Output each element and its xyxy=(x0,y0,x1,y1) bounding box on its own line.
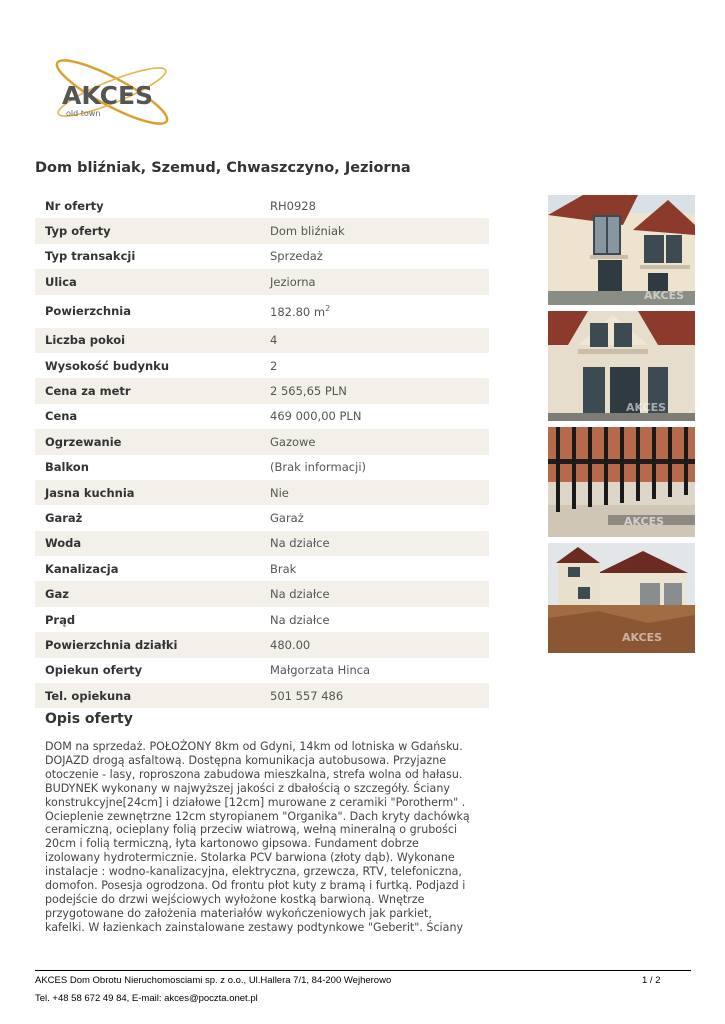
property-value-text: Brak xyxy=(270,561,297,576)
listing-title: Dom bliźniak, Szemud, Chwaszczyno, Jeziorna xyxy=(35,160,411,176)
property-photo-3[interactable] xyxy=(548,427,695,537)
property-value xyxy=(260,244,489,269)
property-value-text: Na działce xyxy=(270,612,330,627)
property-value-text: Na działce xyxy=(270,587,330,602)
property-label: Opiekun oferty xyxy=(35,658,260,683)
property-row xyxy=(35,556,489,581)
property-photo-2[interactable] xyxy=(548,311,695,421)
property-value xyxy=(260,632,489,657)
property-value xyxy=(260,193,489,218)
property-label: Cena xyxy=(35,404,260,429)
property-row xyxy=(35,505,489,530)
property-row xyxy=(35,244,489,269)
property-value-text: (Brak informacji) xyxy=(270,460,367,475)
property-value xyxy=(260,607,489,632)
photo-watermark: AKCES xyxy=(622,631,663,644)
property-value xyxy=(260,429,489,454)
property-row xyxy=(35,455,489,480)
property-value-text: Sprzedaż xyxy=(270,249,323,264)
property-value-text: Małgorzata Hinca xyxy=(270,663,371,678)
property-row xyxy=(35,531,489,556)
footer-contact: Tel. +48 58 672 49 84, E-mail: akces@poczta.onet.pl xyxy=(35,993,258,1004)
property-row xyxy=(35,429,489,454)
property-value-text: Dom bliźniak xyxy=(270,224,345,239)
property-value-text: 469 000,00 PLN xyxy=(270,409,362,424)
property-row xyxy=(35,607,489,632)
property-value xyxy=(260,455,489,480)
property-value-text: 2 xyxy=(270,358,278,373)
property-row xyxy=(35,480,489,505)
property-row xyxy=(35,378,489,403)
property-value xyxy=(260,683,489,708)
property-row xyxy=(35,353,489,378)
property-row xyxy=(35,295,489,328)
property-value-text: Nie xyxy=(270,485,289,500)
photo-watermark: AKCES xyxy=(644,289,685,302)
property-value xyxy=(260,556,489,581)
page-number: 1 / 2 xyxy=(642,975,661,986)
description-title: Opis oferty xyxy=(45,711,133,727)
property-row xyxy=(35,193,489,218)
property-row xyxy=(35,404,489,429)
property-row xyxy=(35,269,489,294)
company-logo xyxy=(44,58,184,128)
property-table xyxy=(35,193,489,708)
property-label: Woda xyxy=(35,531,260,556)
property-value-text: 4 xyxy=(270,333,278,348)
photo-watermark: AKCES xyxy=(624,515,665,528)
property-value-text: Garaż xyxy=(270,510,304,525)
property-label: Liczba pokoi xyxy=(35,328,260,353)
property-row xyxy=(35,328,489,353)
property-label: Kanalizacja xyxy=(35,556,260,581)
property-value-text: 480.00 xyxy=(270,637,311,652)
property-label: Prąd xyxy=(35,607,260,632)
property-value xyxy=(260,295,489,328)
property-row xyxy=(35,581,489,606)
photo-watermark: AKCES xyxy=(626,401,667,414)
property-row xyxy=(35,632,489,657)
property-value xyxy=(260,658,489,683)
property-value xyxy=(260,328,489,353)
property-row xyxy=(35,658,489,683)
property-value xyxy=(260,505,489,530)
property-value-text: 501 557 486 xyxy=(270,688,344,703)
description-text: DOM na sprzedaż. POŁOŻONY 8km od Gdyni, 14km od lotniska w Gdańsku. DOJAZD drogą asfaltową. Dostępna komunikacja autobusowa. Przyjazne otoczenie - lasy, roproszona zabudowa mieszkalna, strefa wolna od hałasu. BUDYNEK wykonany w najwyższej jakości z dbałością o szczegóły. Ściany konstrukcyjne[24cm] i działowe [12cm] murowane z ceramiki "Porotherm" . Ocieplenie zewnętrzne 12cm styropianem "Organika". Dach kryty dachówką ceramiczną, ocieplany folią przeciw wiatrową, wełną mineralną o grubości 20cm i folią termiczną, łyta kartonowo gipsowa. Fundament dobrze izolowany hydrotermicznie. Stolarka PCV barwiona (złoty dąb). Wykonane instalacje : wodno-kanalizacyjna, elektryczna, grzewcza, RTV, telefoniczna, domofon. Posesja ogrodzona. Od frontu płot kuty z bramą i furtką. Podjazd i podejście do drzwi wejściowych wyłożone kostką barwioną. Wnętrze przygotowane do założenia materiałów wykończeniowych jak parkiet, kafelki. W łazienkach zainstalowane zestawy podtynkowe "Geberit". Ściany xyxy=(45,740,470,934)
property-photo-1[interactable] xyxy=(548,195,695,305)
property-value-text: Gazowe xyxy=(270,434,316,449)
property-label: Cena za metr xyxy=(35,378,260,403)
property-value xyxy=(260,480,489,505)
property-label: Nr oferty xyxy=(35,193,260,218)
property-label: Powierzchnia xyxy=(35,295,260,328)
property-label: Gaz xyxy=(35,581,260,606)
property-value xyxy=(260,353,489,378)
property-value xyxy=(260,531,489,556)
property-value-text: 182.80 m xyxy=(270,304,326,319)
unit-superscript: 2 xyxy=(325,303,331,313)
property-label: Powierzchnia działki xyxy=(35,632,260,657)
property-label: Balkon xyxy=(35,455,260,480)
logo-brand: AKCES xyxy=(62,81,154,110)
property-label: Typ transakcji xyxy=(35,244,260,269)
property-label: Jasna kuchnia xyxy=(35,480,260,505)
property-label: Ulica xyxy=(35,269,260,294)
property-row xyxy=(35,683,489,708)
property-row xyxy=(35,218,489,243)
property-value-text: 2 565,65 PLN xyxy=(270,384,347,399)
property-label: Typ oferty xyxy=(35,218,260,243)
property-value xyxy=(260,218,489,243)
property-value xyxy=(260,404,489,429)
property-photo-4[interactable] xyxy=(548,543,695,653)
property-value xyxy=(260,269,489,294)
footer-company: AKCES Dom Obrotu Nieruchomosciami sp. z o.o., Ul.Hallera 7/1, 84-200 Wejherowo xyxy=(35,975,392,986)
property-value-text: Jeziorna xyxy=(270,274,316,289)
property-value xyxy=(260,378,489,403)
property-value-text: Na działce xyxy=(270,536,330,551)
property-label: Ogrzewanie xyxy=(35,429,260,454)
property-label: Tel. opiekuna xyxy=(35,683,260,708)
property-value-text: RH0928 xyxy=(270,198,316,213)
property-value xyxy=(260,581,489,606)
logo-tagline: old town xyxy=(66,109,101,118)
footer-divider xyxy=(35,970,691,971)
property-label: Garaż xyxy=(35,505,260,530)
property-label: Wysokość budynku xyxy=(35,353,260,378)
